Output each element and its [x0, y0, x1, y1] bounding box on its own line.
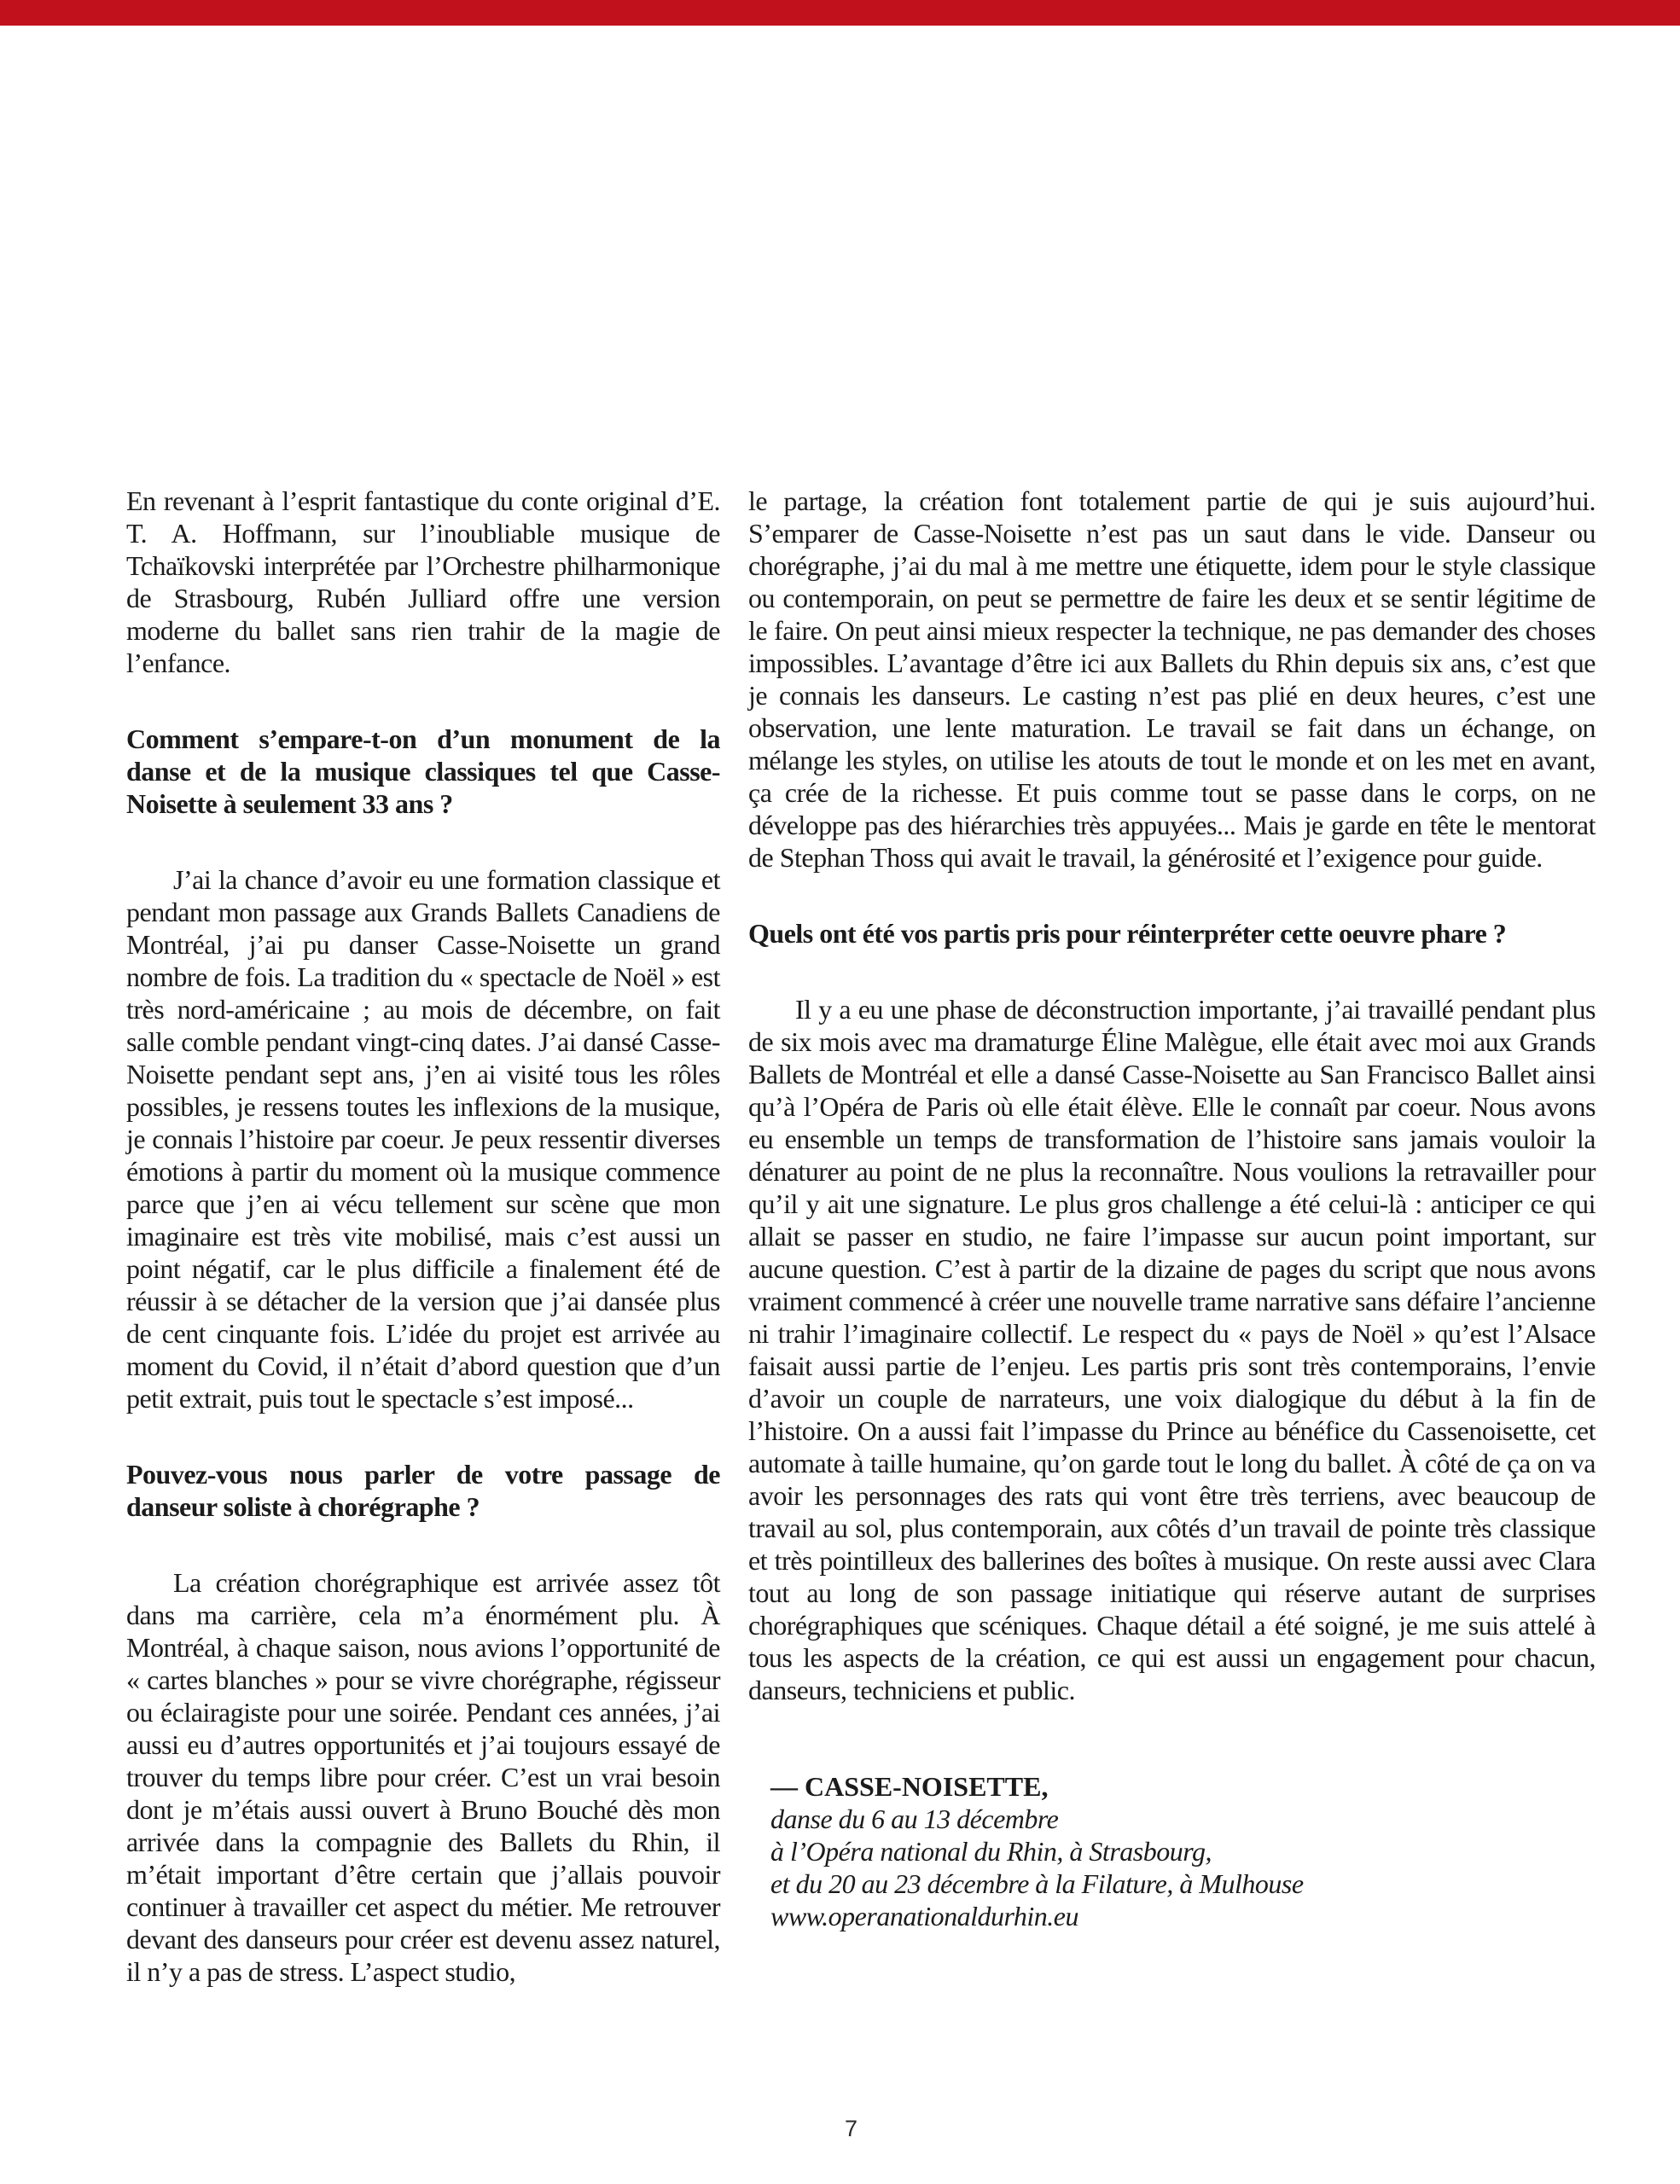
event-dates-strasbourg: danse du 6 au 13 décembre	[770, 1804, 1059, 1834]
event-dates-mulhouse: et du 20 au 23 décembre à la Filature, à Mulhouse	[770, 1868, 1304, 1899]
intro-paragraph: En revenant à l’esprit fantastique du conte original d’E. T. A. Hoffmann, sur l’inoubliable musique de Tchaïkovski interprétée par l’Orchestre philharmonique de Strasbourg, Rubén Julliard offre une version moderne du ballet sans rien trahir de la magie de l’enfance.	[126, 485, 720, 678]
event-venue-strasbourg: à l’Opéra national du Rhin, à Strasbourg,	[770, 1836, 1212, 1867]
answer-continued-paragraph: le partage, la création font totalement partie de qui je suis aujourd’hui. S’emparer de Casse-Noisette n’est pas un saut dans le vide. Danseur ou chorégraphe, j’ai du mal à me mettre une étiquette, idem pour le style classique ou contemporain, on peut se permettre de faire les deux et se sentir légitime de le faire. On peut ainsi mieux respecter la technique, ne pas demander des choses impossibles. L’avantage d’être ici aux Ballets du Rhin depuis six ans, c’est que je connais les danseurs. Le casting n’est pas plié en deux heures, c’est une observation, une lente maturation. Le travail se fait dans un échange, on mélange les styles, on utilise les atouts de tout le monde et on les met en avant, ça crée de la richesse. Et puis comme tout se passe dans le corps, on ne développe pas des hiérarchies très appuyées... Mais je garde en tête le mentorat de Stephan Thoss qui avait le travail, la générosité et l’exigence pour guide.	[748, 485, 1596, 873]
interview-question-3: Quels ont été vos partis pris pour réinterpréter cette oeuvre phare ?	[748, 918, 1507, 949]
left-column	[126, 485, 720, 1988]
event-title: — CASSE-NOISETTE,	[770, 1771, 1049, 1802]
event-website-url: www.operanationaldurhin.eu	[770, 1901, 1078, 1931]
interview-answer-1: J’ai la chance d’avoir eu une formation classique et pendant mon passage aux Grands Ballets Canadiens de Montréal, j’ai pu danser Casse-Noisette un grand nombre de fois. La tradition du « spectacle de Noël » est très nord-américaine ; au mois de décembre, on fait salle comble pendant vingt-cinq dates. J’ai dansé Casse-Noisette pendant sept ans, j’en ai visité tous les rôles possibles, je ressens toutes les inflexions de la musique, je connais l’histoire par coeur. Je peux ressentir diverses émotions à partir du moment où la musique commence parce que j’en ai vécu tellement sur scène que mon imaginaire est très vite mobilisé, mais c’est aussi un point négatif, car le plus difficile a finalement été de réussir à se détacher de la version que j’ai dansée plus de cent cinquante fois. L’idée du projet est arrivée au moment du Covid, il n’était d’abord question que d’un petit extrait, puis tout le spectacle s’est imposé...	[126, 864, 720, 1414]
interview-answer-3: Il y a eu une phase de déconstruction importante, j’ai travaillé pendant plus de six mois avec ma dramaturge Éline Malègue, elle était avec moi aux Grands Ballets de Montréal et elle a dansé Casse-Noisette au San Francisco Ballet ainsi qu’à l’Opéra de Paris où elle était élève. Elle le connaît par coeur. Nous avons eu ensemble un temps de transformation de l’histoire sans jamais vouloir la dénaturer au point de ne plus la reconnaître. Nous voulions la retravailler pour qu’il y ait une signature. Le plus gros challenge a été celui-là : anticiper ce qui allait se passer en studio, ne faire l’impasse sur aucun point important, sur aucune question. C’est à partir de la dizaine de pages du script que nous avons vraiment commencé à créer une nouvelle trame narrative sans défaire l’ancienne ni trahir l’imaginaire collectif. Le respect du « pays de Noël » qu’est l’Alsace faisait aussi partie de l’enjeu. Les partis pris sont très contemporains, l’envie d’avoir un couple de narrateurs, une voix dialogique du début à la fin de l’histoire. On a aussi fait l’impasse du Prince au bénéfice du Cassenoisette, cet automate à taille humaine, qu’on garde tout le long du ballet. À côté de ça on va avoir les personnages des rats qui vont être très terriens, avec beaucoup de travail au sol, plus contemporain, aux côtés d’un travail de pointe très classique et très pointilleux des ballerines des boîtes à musique. On reste aussi avec Clara tout au long de son passage initiatique qui réserve autant de surprises chorégraphiques que scéniques. Chaque détail a été soigné, je me suis attelé à tous les aspects de la création, ce qui est aussi un engagement pour chacun, danseurs, techniciens et public.	[748, 994, 1596, 1705]
event-info-block	[770, 1770, 1596, 1932]
top-red-bar	[0, 0, 1680, 26]
interview-question-1: Comment s’empare-t-on d’un monument de la danse et de la musique classiques tel que Casse-Noisette à seulement 33 ans ?	[126, 723, 720, 819]
right-column	[748, 485, 1596, 1932]
page-number: 7	[845, 2116, 858, 2141]
interview-question-2: Pouvez-vous nous parler de votre passage de danseur soliste à chorégraphe ?	[126, 1459, 720, 1522]
interview-answer-2: La création chorégraphique est arrivée assez tôt dans ma carrière, cela m’a énormément plu. À Montréal, à chaque saison, nous avions l’opportunité de « cartes blanches » pour se vivre chorégraphe, régisseur ou éclairagiste pour une soirée. Pendant ces années, j’ai aussi eu d’autres opportunités et j’ai toujours essayé de trouver du temps libre pour créer. C’est un vrai besoin dont je m’étais aussi ouvert à Bruno Bouché dès mon arrivée dans la compagnie des Ballets du Rhin, il m’était important d’être certain que j’allais pouvoir continuer à travailler cet aspect du métier. Me retrouver devant des danseurs pour créer est devenu assez naturel, il n’y a pas de stress. L’aspect studio,	[126, 1567, 720, 1987]
